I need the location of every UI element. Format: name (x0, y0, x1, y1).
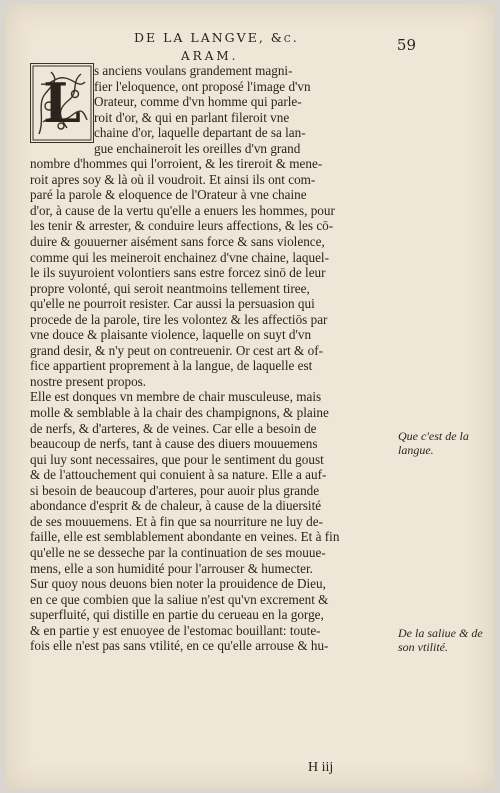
text-line: Orateur, comme d'vn homme qui parle- (94, 94, 302, 110)
text-line: d'or, à cause de la vertu qu'elle a enuers les hommes, pour (30, 202, 335, 218)
margin-note-saliue: De la saliue & de son vtilité. (398, 626, 483, 654)
text-line: vne douce & plaisante violence, laquelle on suyt d'vn (30, 327, 312, 343)
running-title: DE LA LANGVE, &c. (134, 30, 299, 45)
text-line: propre volonté, qui seroit neantmoins tellement tiree, (30, 280, 310, 296)
text-line: qui luy sont necessaires, que pour le sentiment du goust (30, 451, 324, 467)
text-line: grand desir, & n'y peut on contreuenir. Or cest art & of- (30, 342, 323, 358)
text-line: abondance d'esprit & de chaleur, à cause de la diuersité (30, 498, 322, 514)
page-number: 59 (396, 36, 416, 54)
text-line: si besoin de beaucoup d'arteres, pour auoir plus grande (30, 482, 320, 498)
text-line: procede de la parole, tire les volontez & les affectiōs par (30, 311, 328, 327)
drop-cap-letter: L (43, 71, 81, 135)
text-line: superfluité, qui distille en partie du cerueau en la gorge, (30, 607, 324, 623)
text-line: de ses mouuemens. Et à fin que sa nourriture ne luy de- (30, 513, 323, 529)
text-line: beaucoup de nerfs, tant à cause des diuers mouuemens (30, 436, 318, 452)
text-line: fice appartient proprement à la langue, de laquelle est (30, 358, 313, 374)
text-line: gue enchaineroit les oreilles d'vn grand (94, 140, 301, 156)
text-line: qu'elle ne pourroit resister. Car aussi la persuasion qui (30, 296, 315, 312)
text-line: s anciens voulans grandement magni- (94, 63, 293, 78)
text-line: & de l'attouchement qui conuient à sa nature. Elle a auf- (30, 467, 327, 483)
text-line: fier l'eloquence, ont proposé l'image d'vn (94, 78, 311, 94)
text-line: & en partie y est enuoyee de l'estomac bouillant: toute- (30, 622, 321, 638)
text-line: molle & semblable à la chair des champignons, & plaine (30, 405, 329, 421)
text-line: roit apres soy & là où il voudroit. Et ainsi ils ont com- (30, 171, 316, 187)
text-line: comme qui les meineroit enchainez d'vne chaine, laquel- (30, 249, 329, 265)
text-line: le ils suyuroient volontiers sans estre forcez sinō de leur (30, 265, 326, 281)
text-line: Elle est donques vn membre de chair musculeuse, mais (30, 389, 322, 405)
text-line: duire & gouuerner aisément sans force & sans violence, (30, 234, 325, 250)
text-line: faille, elle est semblablement abondante en veines. Et à fin (30, 529, 340, 545)
margin-note-langue: Que c'est de la langue. (398, 429, 469, 457)
text-line: mens, elle a son humidité pour l'arrouser & humecter. (30, 560, 313, 576)
text-line: Sur quoy nous deuons bien noter la prouidence de Dieu, (30, 576, 326, 592)
text-line: nombre d'hommes qui l'orroient, & les tireroit & mene- (30, 156, 323, 172)
text-line: paré la parole & eloquence de l'Orateur à vne chaine (30, 187, 307, 203)
main-text (30, 63, 408, 654)
text-line: de nerfs, & d'arteres, & de veines. Car elle a besoin de (30, 420, 317, 436)
subheading: ARAM. (181, 49, 239, 63)
text-line: chaine d'or, laquelle departant de sa lan- (94, 125, 306, 141)
text-line: en ce que combien que la saliue n'est qu'vn excrement & (30, 591, 329, 607)
text-line: nostre present propos. (30, 373, 147, 389)
text-line: roit d'or, & qui en parlant fileroit vne (94, 109, 290, 125)
text-line: fois elle n'est pas sans vtilité, en ce qu'elle arrouse & hu- (30, 638, 329, 654)
text-line: les tenir & arrester, & conduire leurs affections, & les cō- (30, 218, 334, 234)
signature-mark: H iij (308, 760, 334, 775)
text-line: qu'elle ne se desseche par la continuation de ses mouue- (30, 544, 326, 560)
